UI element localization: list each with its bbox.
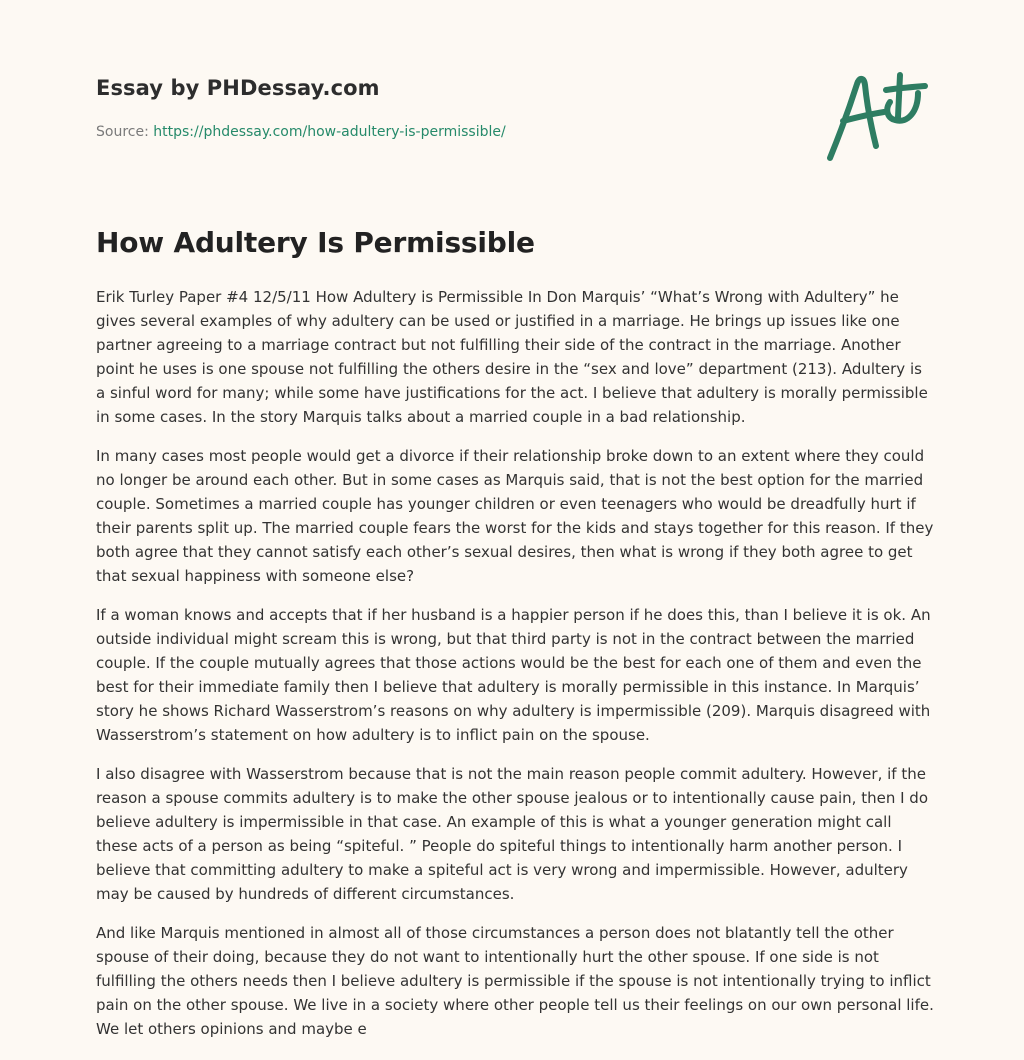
essay-paragraph: In many cases most people would get a divorce if their relationship broke down to an extent where they could no longer be around each other. But in some cases as Marquis said, that is not the best option for the married couple. Sometimes a married couple has younger children or even teenagers who would be dreadfully hurt if their parents split up. The married couple fears the worst for the kids and stays together for this reason. If they both agree that they cannot satisfy each other’s sexual desires, then what is wrong if they both agree to get that sexual happiness with someone else? — [96, 447, 934, 585]
source-label: Source: — [96, 124, 149, 140]
a-plus-logo-icon — [818, 64, 936, 168]
essay-paragraph: If a woman knows and accepts that if her husband is a happier person if he does this, than I believe it is ok. An outside individual might scream this is wrong, but that third party is not in the contract between the married couple. If the couple mutually agrees that those actions would be the best for each one of them and even the best for their immediate family then I believe that adultery is morally permissible in this instance. In Marquis’ story he shows Richard Wasserstrom’s reasons on why adultery is impermissible (209). Marquis disagreed with Wasserstrom’s statement on how adultery is to inflict pain on the spouse. — [96, 606, 931, 744]
essay-body — [96, 285, 934, 1056]
site-brand: Essay by PHDessay.com — [96, 76, 380, 100]
essay-title: How Adultery Is Permissible — [96, 226, 535, 259]
essay-header — [96, 76, 796, 140]
source-line — [96, 124, 796, 140]
source-link[interactable]: https://phdessay.com/how-adultery-is-permissible/ — [153, 124, 506, 140]
essay-paragraph: Erik Turley Paper #4 12/5/11 How Adultery is Permissible In Don Marquis’ “What’s Wrong with Adultery” he gives several examples of why adultery can be used or justified in a marriage. He brings up issues like one partner agreeing to a marriage contract but not fulfilling their side of the contract in the marriage. Another point he uses is one spouse not fulfilling the others desire in the “sex and love” department (213). Adultery is a sinful word for many; while some have justifications for the act. I believe that adultery is morally permissible in some cases. In the story Marquis talks about a married couple in a bad relationship. — [96, 288, 928, 426]
essay-paragraph: I also disagree with Wasserstrom because that is not the main reason people commit adultery. However, if the reason a spouse commits adultery is to make the other spouse jealous or to intentionally cause pain, then I do believe adultery is impermissible in that case. An example of this is what a younger generation might call these acts of a person as being “spiteful. ” People do spiteful things to intentionally harm another person. I believe that committing adultery to make a spiteful act is very wrong and impermissible. However, adultery may be caused by hundreds of different circumstances. — [96, 765, 929, 903]
essay-paragraph: And like Marquis mentioned in almost all of those circumstances a person does not blatantly tell the other spouse of their doing, because they do not want to intentionally hurt the other spouse. If one side is not fulfilling the others needs then I believe adultery is permissible if the spouse is not intentionally trying to inflict pain on the other spouse. We live in a society where other people tell us their feelings on our own personal life. We let others opinions and maybe e — [96, 924, 934, 1038]
